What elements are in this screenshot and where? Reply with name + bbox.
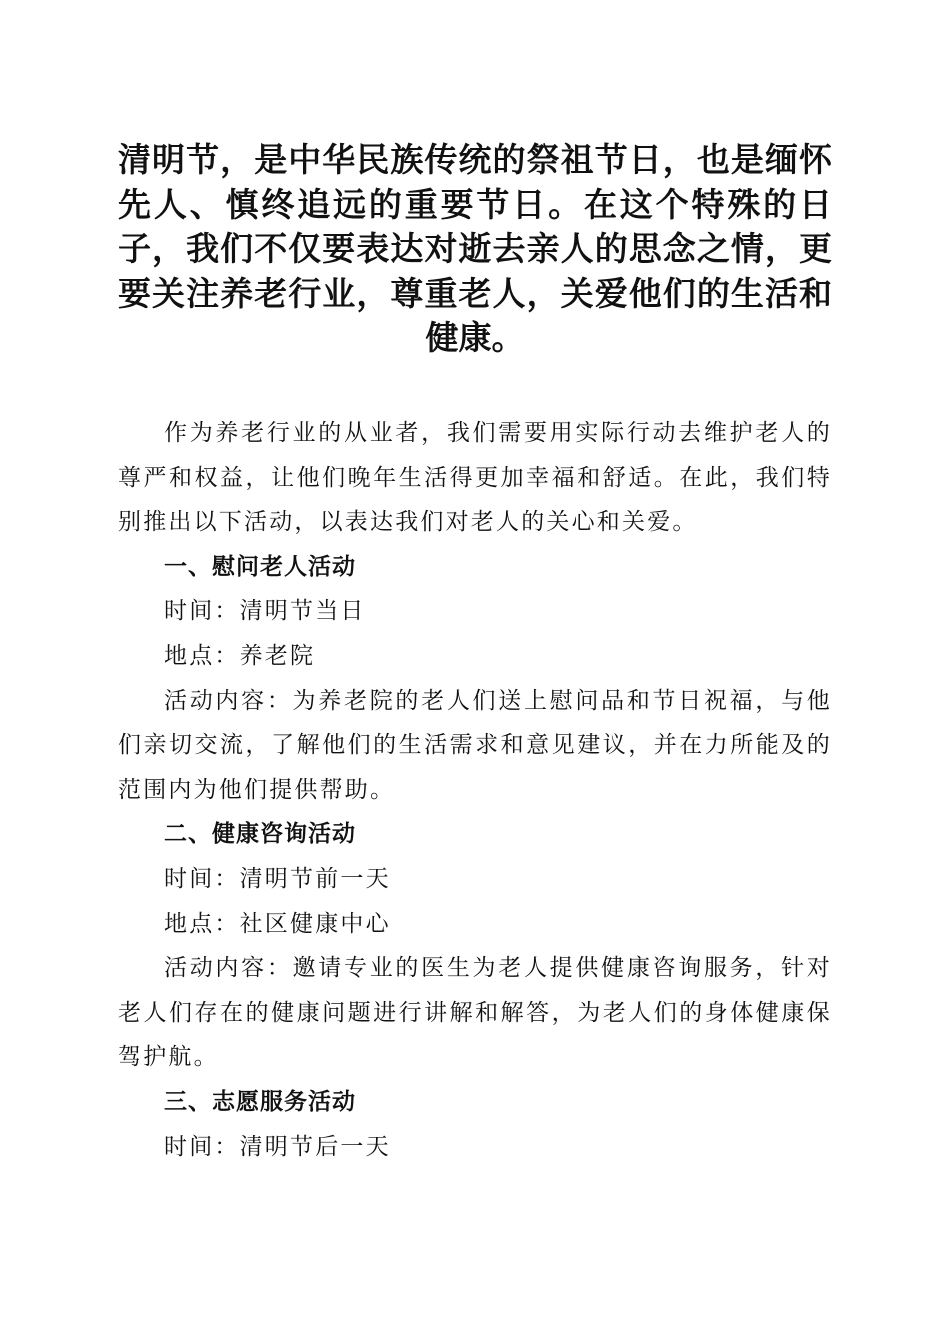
section-time: 时间：清明节前一天	[164, 865, 391, 892]
intro-paragraph: 作为养老行业的从业者，我们需要用实际行动去维护老人的尊严和权益，让他们晚年生活得更加幸福和舒适。在此，我们特别推出以下活动，以表达我们对老人的关心和关爱。	[118, 420, 832, 536]
section-heading: 一、慰问老人活动	[164, 553, 356, 580]
section-place: 地点：养老院	[164, 642, 316, 669]
section-heading: 二、健康咨询活动	[164, 821, 356, 848]
section-content: 活动内容：邀请专业的医生为老人提供健康咨询服务，针对老人们存在的健康问题进行讲解和解答，为老人们的身体健康保驾护航。	[118, 955, 832, 1071]
section-time: 时间：清明节后一天	[164, 1133, 391, 1160]
document-body	[118, 411, 832, 1169]
section-content: 活动内容：为养老院的老人们送上慰问品和节日祝福，与他们亲切交流，了解他们的生活需求和意见建议，并在力所能及的范围内为他们提供帮助。	[118, 687, 832, 803]
section-heading: 三、志愿服务活动	[164, 1088, 356, 1115]
section-place: 地点：社区健康中心	[164, 910, 391, 937]
document-title: 清明节，是中华民族传统的祭祖节日，也是缅怀先人、慎终追远的重要节日。在这个特殊的日子，我们不仅要表达对逝去亲人的思念之情，更要关注养老行业，尊重老人，关爱他们的生活和健康。	[118, 140, 832, 357]
section-time: 时间：清明节当日	[164, 598, 366, 625]
